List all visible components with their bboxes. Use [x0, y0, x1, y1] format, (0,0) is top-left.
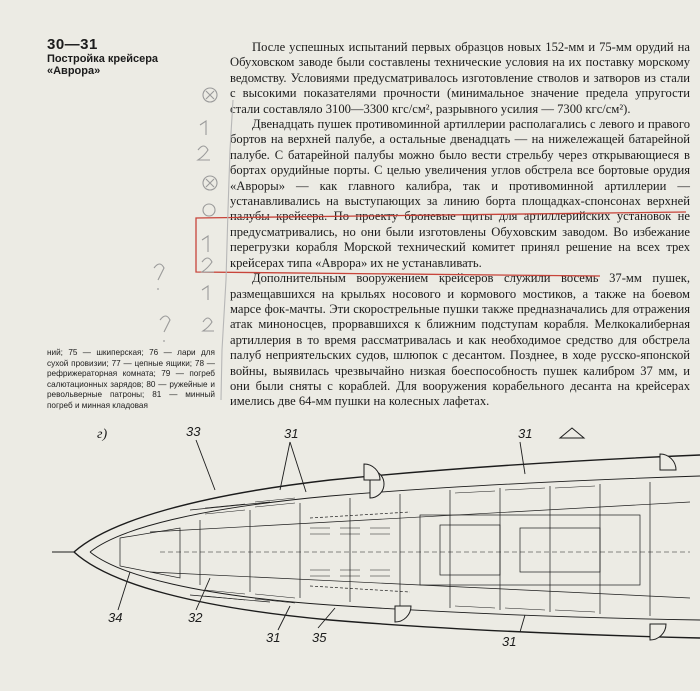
callout-31-top-b: 31	[518, 426, 533, 441]
section-title: Постройка крейсера «Аврора»	[47, 53, 159, 77]
page-numbers: 30—31	[47, 36, 98, 53]
callout-31-bottom-b: 31	[502, 634, 517, 649]
callout-34: 34	[108, 610, 123, 625]
paragraph-3: Дополнительным вооружением крейсеров служили восемь 37-мм пушек, размещавшихся на крыльях носового и кормового мостиков, а также на боевом марсе фок-мачты. Эти скорострельные пушки также предназначались для отражения атак миноносцев, прорвавшихся к ближним подступам корабля. Мелкокалиберная артиллерия в то время рассматривалась и как необходимое средство для обстрела палуб неприятельских судов, шлюпок с десантом. Позднее, в ходе русско-японской войны, выявилась чрезвычайно низкая боеспособность пушек калибром 37 мм, и они были сняты с кораблей. Для вооружения корабельного десанта на крейсерах имелись две 64-мм пушки на колесных лафетах.	[230, 271, 690, 409]
page-header	[47, 36, 167, 77]
callout-35: 35	[312, 630, 327, 645]
paragraph-1: После успешных испытаний первых образцов новых 152-мм и 75-мм орудий на Обуховском заводе были составлены технические условия на их поставку морскому ведомству. Условиями предусматривалось изготовление стволов и затворов из стали с высокими показателями прочности (минимальное значение предела упругости стали составляло 3100—3300 кгс/см², разрывного усилия — 7300 кгс/см²).	[230, 40, 690, 116]
figure-caption: ний; 75 — шкиперская; 76 — лари для сухой провизии; 77 — цепные ящики; 78 — рефрижераторная комната; 79 — погреб салютационных зарядов; 80 — ружейные и револьверные патроны; 81 — минный погреб и минная кладовая	[47, 348, 215, 410]
callout-33: 33	[186, 424, 201, 439]
callout-32: 32	[188, 610, 203, 625]
body-text	[230, 40, 690, 410]
callout-31-bottom-a: 31	[266, 630, 281, 645]
figure-label: г)	[97, 427, 108, 442]
paragraph-2: Двенадцать пушек противоминной артиллерии располагались с левого и правого бортов на верхней палубе, а остальные двенадцать — на нижележащей батарейной палубе. С батарейной палубы можно было вести стрельбу через открывающиеся в бортах орудийные порты. С целью увеличения углов обстрела все бортовые орудия «Авроры» — как главного калибра, так и противоминной артиллерии — устанавливались на выступающих за линию борта площадках-спонсонах верхней палубы крейсера. По проекту броневые щиты для артиллерийских установок не предусматривались, но они были изготовлены Обуховским заводом. Во избежание перегрузки корабля Морской технический комитет принял решение на всех трех крейсерах типа «Аврора» их не устанавливать.	[230, 117, 690, 270]
ship-deck-plan	[0, 410, 700, 691]
callout-31-top-a: 31	[284, 426, 299, 441]
